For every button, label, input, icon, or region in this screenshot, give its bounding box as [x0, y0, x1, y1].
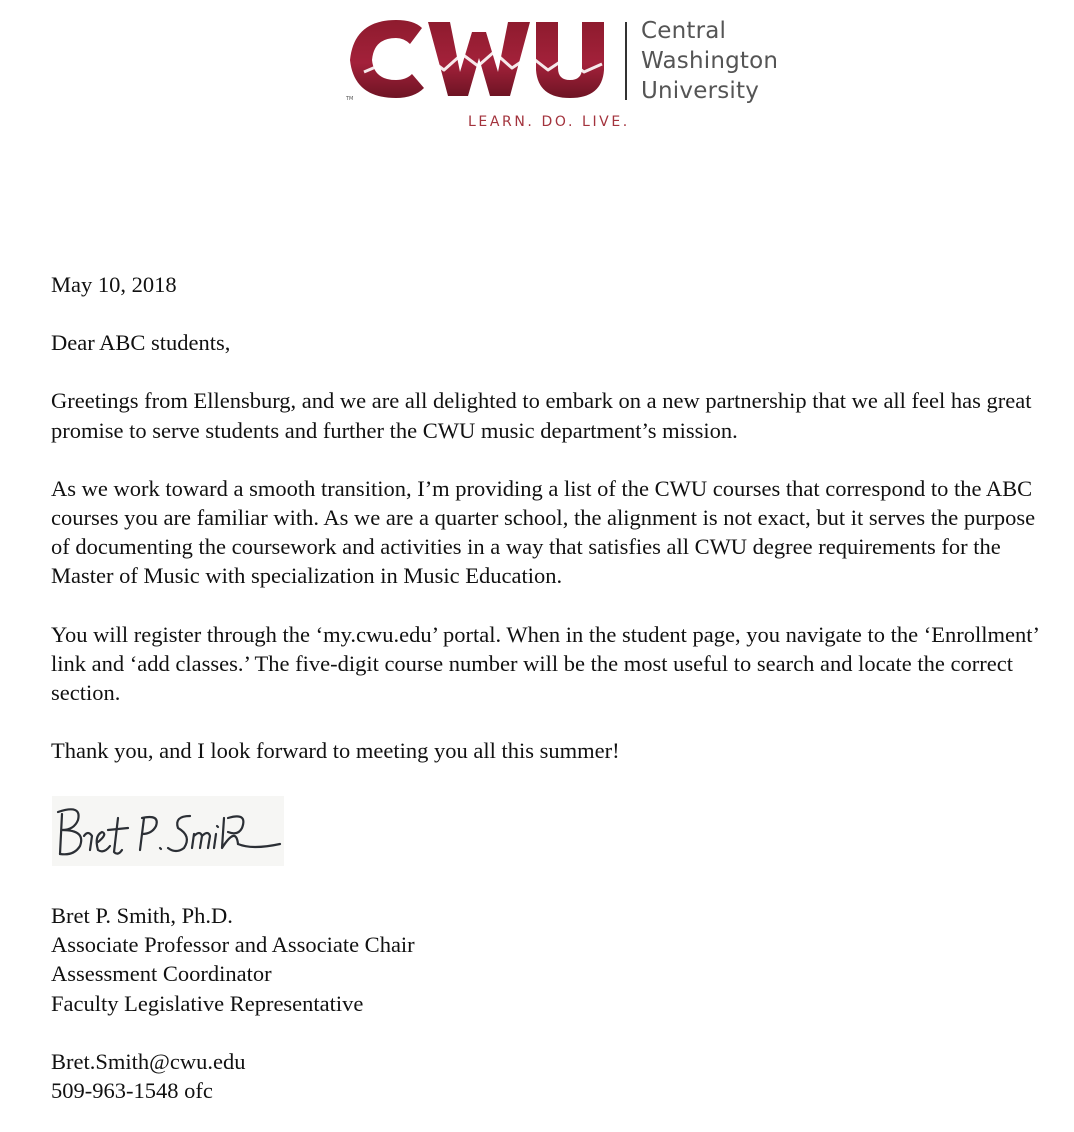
signature-block: [51, 901, 415, 1018]
handwritten-signature: [52, 796, 284, 866]
paragraph: You will register through the ‘my.cwu.edu’ portal. When in the student page, you navigate to the ‘Enrollment’ link and ‘add classes.’ The five-digit course number will be the most useful to search and locate the correct section.: [51, 621, 1039, 706]
letter-body: [51, 270, 1041, 794]
signer-title: Assessment Coordinator: [51, 961, 272, 987]
paragraph: As we work toward a smooth transition, I’m providing a list of the CWU courses that correspond to the ABC courses you are familiar with. As we are a quarter school, the alignment is not exact, but it serves the purpose of documenting the coursework and activities in a way that satisfies all CWU degree requirements for the Master of Music with specialization in Music Education.: [51, 475, 1036, 589]
letter-date: May 10, 2018: [51, 272, 177, 297]
cwu-logo: [344, 14, 612, 104]
svg-text:TM: TM: [346, 96, 354, 102]
phone-number: 509-963-1548 ofc: [51, 1078, 213, 1104]
university-name-line: University: [641, 78, 760, 104]
university-name-line: Central: [641, 18, 727, 44]
signer-name: Bret P. Smith, Ph.D.: [51, 903, 233, 928]
paragraph: Greetings from Ellensburg, and we are all delighted to embark on a new partnership that we all feel has great promise to serve students and further the CWU music department’s mission.: [51, 388, 1032, 443]
university-name-line: Washington: [641, 48, 779, 74]
university-name: [641, 16, 778, 106]
email-address: Bret.Smith@cwu.edu: [51, 1049, 246, 1074]
signer-title: Associate Professor and Associate Chair: [51, 932, 415, 958]
contact-info: [51, 1047, 245, 1105]
letterhead: [0, 0, 1074, 150]
logo-divider: [625, 22, 627, 100]
closing-line: Thank you, and I look forward to meeting you all this summer!: [51, 738, 620, 764]
signer-title: Faculty Legislative Representative: [51, 990, 364, 1016]
tagline: LEARN. DO. LIVE.: [468, 114, 630, 130]
salutation: Dear ABC students,: [51, 330, 231, 356]
